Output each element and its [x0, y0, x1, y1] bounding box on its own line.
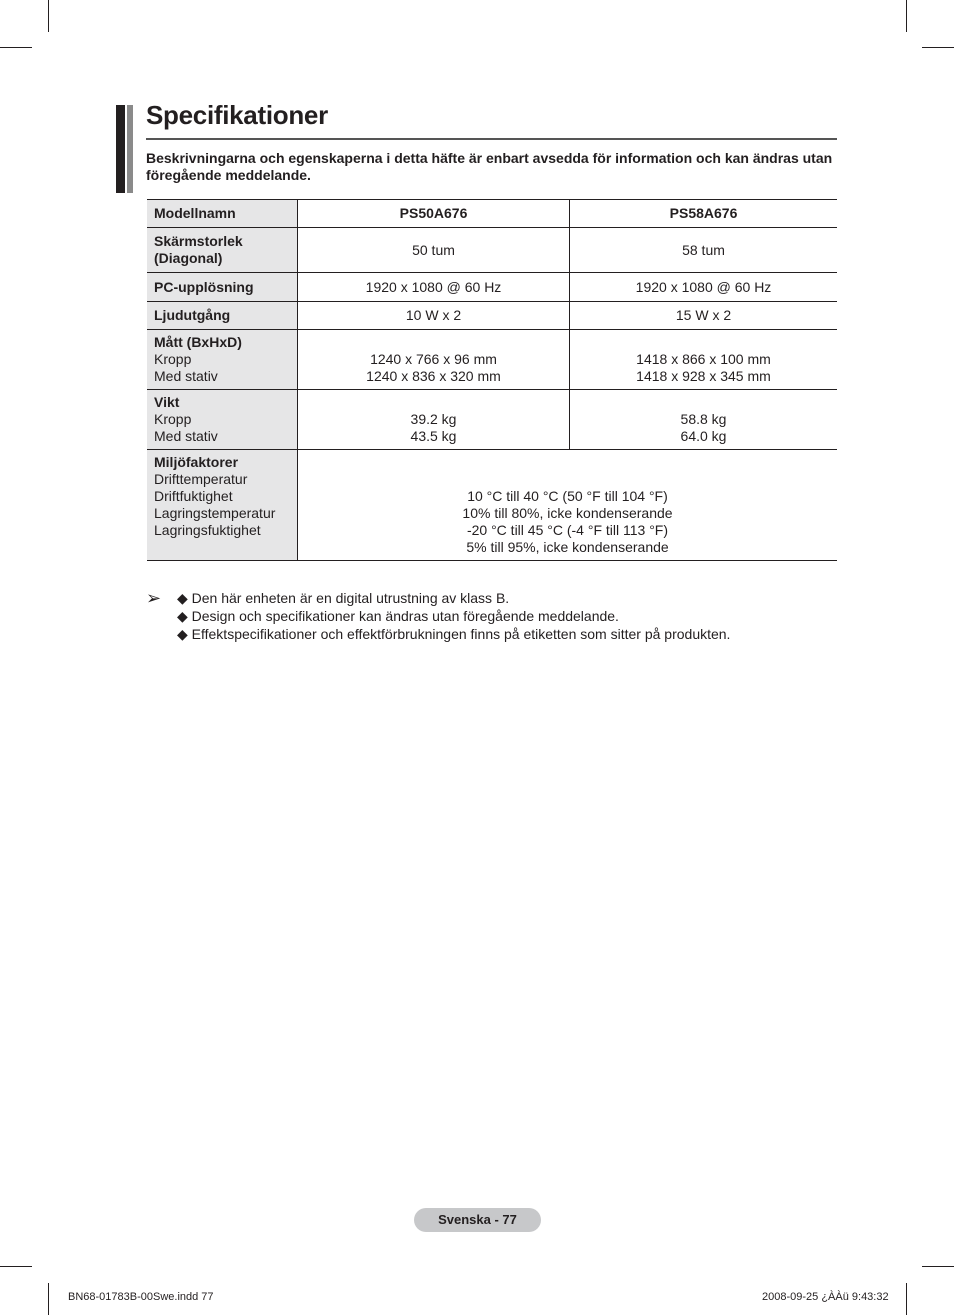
row-label-text: (Diagonal): [154, 250, 223, 266]
cell-value: 58 tum: [570, 228, 838, 273]
cell-value-line: 1418 x 866 x 100 mm: [636, 351, 771, 367]
row-label-text: Ljudutgång: [154, 307, 231, 323]
crop-mark: [48, 0, 49, 32]
cell-value-line: 1418 x 928 x 345 mm: [636, 368, 771, 384]
cell-value: 50 tum: [298, 228, 570, 273]
header-model-a: PS50A676: [298, 200, 570, 228]
cell-value-line: 10% till 80%, icke kondenserande: [462, 505, 673, 521]
table-row: [147, 450, 837, 561]
row-sublabel: Driftfuktighet: [154, 488, 233, 504]
cell-value: 10 W x 2: [298, 302, 570, 330]
table-row: [147, 228, 837, 273]
note-item: ◆ Design och specifikationer kan ändras utan föregående meddelande.: [177, 608, 619, 624]
table-row: [147, 302, 837, 330]
crop-mark: [48, 1283, 49, 1315]
cell-value: 1920 x 1080 @ 60 Hz: [570, 273, 838, 302]
row-sublabel: Kropp: [154, 411, 192, 427]
row-spacer: [154, 539, 290, 556]
section-bar: [116, 105, 125, 193]
row-sublabel: Med stativ: [154, 428, 218, 444]
spec-table: [147, 199, 837, 561]
row-label: [147, 228, 298, 273]
header-model-name: Modellnamn: [147, 200, 298, 228]
cell-value: [570, 390, 838, 450]
footer-timestamp: 2008-09-25 ¿ÀÀü 9:43:32: [762, 1291, 889, 1303]
cell-value-line: 1240 x 836 x 320 mm: [366, 368, 501, 384]
cell-value-line: 5% till 95%, icke kondenserande: [466, 539, 669, 555]
crop-mark: [922, 47, 954, 48]
cell-value: 15 W x 2: [570, 302, 838, 330]
header-model-b: PS58A676: [570, 200, 838, 228]
cell-value: [298, 450, 838, 561]
note-list: [177, 589, 857, 643]
cell-value: [298, 330, 570, 390]
cell-value-line: 1240 x 766 x 96 mm: [370, 351, 497, 367]
crop-mark: [0, 1266, 32, 1267]
cell-value-line: -20 °C till 45 °C (-4 °F till 113 °F): [466, 522, 669, 538]
cell-value-line: 10 °C till 40 °C (50 °F till 104 °F): [467, 488, 668, 504]
crop-mark: [906, 0, 907, 32]
note-item: ◆ Den här enheten är en digital utrustning av klass B.: [177, 590, 510, 606]
page-title: Specifikationer: [146, 100, 328, 130]
title-divider: [146, 138, 837, 140]
cell-value: [298, 390, 570, 450]
row-label: [147, 330, 298, 390]
cell-value: [570, 330, 838, 390]
intro-text: Beskrivningarna och egenskaperna i detta häfte är enbart avsedda för information och kan ändras utan föregående meddelande.: [146, 150, 833, 183]
cell-value: 1920 x 1080 @ 60 Hz: [298, 273, 570, 302]
row-sublabel: Lagringstemperatur: [154, 505, 276, 521]
cell-value-line: 58.8 kg: [680, 411, 727, 427]
table-row: [147, 390, 837, 450]
cell-value-line: 43.5 kg: [410, 428, 457, 444]
row-label-text: PC-upplösning: [154, 278, 254, 295]
page-number: Svenska - 77: [414, 1208, 541, 1232]
row-sublabel: Drifttemperatur: [154, 471, 248, 487]
row-sublabel: Kropp: [154, 351, 192, 367]
crop-mark: [906, 1283, 907, 1315]
row-label-text: Mått (BxHxD): [154, 334, 242, 350]
section-bar-shade: [127, 105, 133, 193]
row-label-text: Skärmstorlek: [154, 233, 243, 249]
table-row: [147, 330, 837, 390]
row-label: [147, 450, 298, 561]
row-label: [147, 273, 298, 302]
crop-mark: [0, 47, 32, 48]
row-sublabel: Med stativ: [154, 368, 218, 384]
note-item: ◆ Effektspecifikationer och effektförbrukningen finns på etiketten som sitter på produkten.: [177, 626, 731, 642]
row-label-text: Vikt: [154, 394, 180, 410]
row-label: [147, 302, 298, 330]
note-arrow-icon: ➢: [146, 588, 162, 608]
row-sublabel: Lagringsfuktighet: [154, 522, 261, 538]
table-row: [147, 200, 837, 228]
row-label-text: Miljöfaktorer: [154, 454, 239, 470]
cell-value-line: 39.2 kg: [410, 411, 457, 427]
cell-value-line: 64.0 kg: [680, 428, 727, 444]
footer-file-info: BN68-01783B-00Swe.indd 77: [68, 1291, 214, 1303]
row-label: [147, 390, 298, 450]
table-row: [147, 273, 837, 302]
crop-mark: [922, 1266, 954, 1267]
